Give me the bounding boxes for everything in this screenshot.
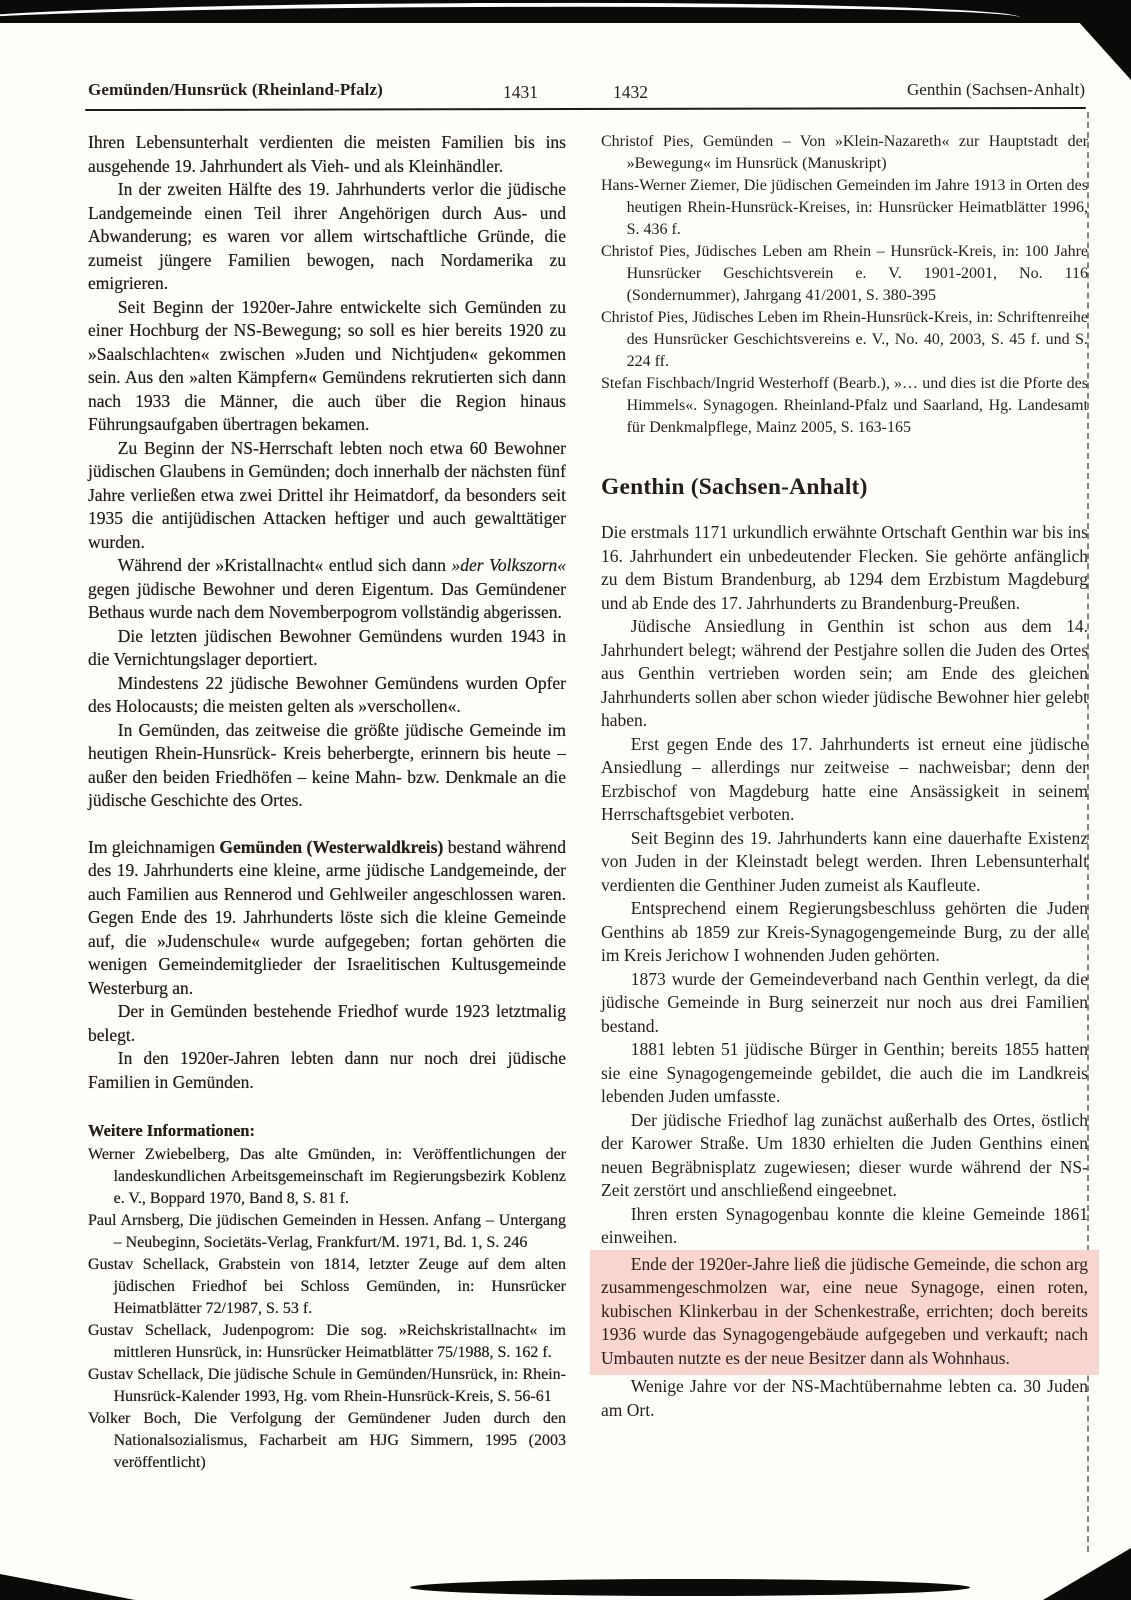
bibliography-entry: Hans-Werner Ziemer, Die jüdischen Gemeinden im Jahre 1913 in Orten des heutigen Rhein-Hunsrück-Kreises, in: Hunsrücker Heimatblätter 1996, S. 436 f. — [601, 177, 1088, 238]
paragraph: Ihren Lebensunterhalt verdienten die meisten Familien bis ins ausgehende 19. Jahrhundert als Vieh- und als Kleinhändler. — [88, 132, 566, 176]
bibliography-entry: Stefan Fischbach/Ingrid Westerhoff (Bearb.), »… und dies ist die Pforte des Himmels«. Synagogen. Rheinland-Pfalz und Saarland, Hg. Landesamt für Denkmalpflege, Mainz 2005, S. 163-165 — [601, 375, 1088, 436]
paragraph: Jüdische Ansiedlung in Genthin ist schon aus dem 14. Jahrhundert belegt; während der Pestjahre sollen die Juden des Ortes aus Genthin vertrieben worden sein; am Ende des gleichen Jahrhunderts sollen aber schon wieder jüdische Bewohner hier gelebt haben. — [601, 616, 1088, 730]
paragraph: Mindestens 22 jüdische Bewohner Gemündens wurden Opfer des Holocausts; die meisten gelten als »verschollen«. — [88, 672, 566, 716]
paragraph: Seit Beginn der 1920er-Jahre entwickelte sich Gemünden zu einer Hochburg der NS-Bewegung; so soll es hier bereits 1920 zu »Saalschlachten« zwischen »Juden und Nichtjuden« gekommen sein. Aus den »alten Kämpfern« Gemündens rekrutierten sich dann nach 1933 die Männer, die auch über die Region hinaus Führungsaufgaben übertragen bekamen. — [88, 296, 566, 434]
paragraph-gap — [88, 813, 566, 836]
left-text-column — [88, 131, 566, 1474]
paragraph: Wenige Jahre vor der NS-Machtübernahme lebten ca. 30 Juden am Ort. — [601, 1376, 1088, 1420]
paragraph: Ihren ersten Synagogenbau konnte die kleine Gemeinde 1861 einweihen. — [601, 1203, 1088, 1247]
bibliography-entry: Werner Zwiebelberg, Das alte Gmünden, in: Veröffentlichungen der landeskundlichen Arbeitsgemeinschaft im Regierungsbezirk Koblenz e. V., Boppard 1970, Band 8, S. 81 f. — [88, 1146, 566, 1207]
subsection-heading: Weitere Informationen: — [88, 1121, 255, 1140]
scan-edge-bottom — [410, 1579, 970, 1596]
page-number-right: 1432 — [613, 82, 648, 102]
bibliography-entry: Gustav Schellack, Grabstein von 1814, letzter Zeuge auf dem alten jüdischen Friedhof bei Schloss Gemünden, in: Hunsrücker Heimatblätter 72/1987, S. 53 f. — [88, 1256, 566, 1317]
bibliography-entry: Christof Pies, Gemünden – Von »Klein-Nazareth« zur Hauptstadt der »Bewegung« im Hunsrück (Manuskript) — [601, 133, 1088, 172]
scan-corner-bottom-left — [0, 1574, 135, 1600]
bibliography-entry: Paul Arnsberg, Die jüdischen Gemeinden in Hessen. Anfang – Untergang – Neubeginn, Societäts-Verlag, Frankfurt/M. 1971, Bd. 1, S. 246 — [88, 1212, 566, 1251]
scan-edge-top — [0, 0, 1131, 23]
paragraph: Seit Beginn des 19. Jahrhunderts kann eine dauerhafte Existenz von Juden in der Kleinstadt belegt werden. Ihren Lebensunterhalt verdienten die Genthiner Juden zumeist als Kaufleute. — [601, 827, 1088, 895]
paragraph: Erst gegen Ende des 17. Jahrhunderts ist erneut eine jüdische Ansiedlung – allerdings nur zeitweise – nachweisbar; denn der Erzbischof von Magdeburg hatte eine Ansässigkeit in seinem Herrschaftsgebiet verboten. — [601, 733, 1088, 824]
running-head-right: Genthin (Sachsen-Anhalt) — [907, 80, 1085, 99]
bibliography-entry: Gustav Schellack, Die jüdische Schule in Gemünden/Hunsrück, in: Rhein-Hunsrück-Kalender 1993, Hg. vom Rhein-Hunsrück-Kreis, S. 56-61 — [88, 1366, 566, 1405]
paragraph: Die letzten jüdischen Bewohner Gemündens wurden 1943 in die Vernichtungslager deportiert. — [88, 625, 566, 669]
header-rule — [85, 107, 1086, 111]
paragraph: In der zweiten Hälfte des 19. Jahrhunderts verlor die jüdische Landgemeinde einen Teil ihrer Angehörigen durch Aus- und Abwanderung; es waren vor allem wirtschaftliche Gründe, die zumeist jüngere Familien bewogen, nach Nordamerika zu emigrieren. — [88, 179, 566, 293]
paragraph: Entsprechend einem Regierungsbeschluss gehörten die Juden Genthins ab 1859 zur Kreis-Synagogengemeinde Burg, zu der alle im Kreis Jerichow I wohnenden Juden gehörten. — [601, 898, 1088, 965]
right-text-column — [601, 131, 1088, 1422]
running-head-left: Gemünden/Hunsrück (Rheinland-Pfalz) — [88, 80, 383, 99]
paragraph: In den 1920er-Jahren lebten dann nur noch drei jüdische Familien in Gemünden. — [88, 1048, 566, 1092]
paragraph: 1881 lebten 51 jüdische Bürger in Genthin; bereits 1855 hatten sie eine Synagogengemeinde gebildet, die auch die im Landkreis lebenden Juden umfasste. — [601, 1039, 1088, 1106]
paragraph: Während der »Kristallnacht« entlud sich dann »der Volkszorn« gegen jüdische Bewohner und deren Eigentum. Das Gemündener Bethaus wurde nach dem Novemberpogrom vollständig abgerissen. — [88, 555, 566, 622]
bibliography-entry: Christof Pies, Jüdisches Leben im Rhein-Hunsrück-Kreis, in: Schriftenreihe des Hunsrücker Geschichtsvereins e. V., No. 40, 2003, S. 45 f. und S. 224 ff. — [601, 309, 1088, 370]
paragraph: Der in Gemünden bestehende Friedhof wurde 1923 letztmalig belegt. — [88, 1001, 566, 1045]
bibliography-entry: Volker Boch, Die Verfolgung der Gemündener Juden durch den Nationalsozialismus, Facharbeit am HJG Simmern, 1995 (2003 veröffentlicht) — [88, 1410, 566, 1471]
paragraph: In Gemünden, das zeitweise die größte jüdische Gemeinde im heutigen Rhein-Hunsrück- Kreis beherbergte, erinnern bis heute – außer den beiden Friedhöfen – keine Mahn- bzw. Denkmale an die jüdische Geschichte des Ortes. — [88, 719, 566, 810]
page-number-left: 1431 — [503, 82, 538, 102]
bibliography-entry: Christof Pies, Jüdisches Leben am Rhein – Hunsrück-Kreis, in: 100 Jahre Hunsrücker Geschichtsverein e. V. 1901-2001, No. 116 (Sondernummer), Jahrgang 41/2001, S. 380-395 — [601, 243, 1088, 304]
paragraph: Der jüdische Friedhof lag zunächst außerhalb des Ortes, östlich der Karower Straße. Um 1830 erhielten die Juden Genthins einen neuen Begräbnisplatz zugewiesen; dieser wurde während der NS-Zeit zerstört und anschließend eingeebnet. — [601, 1109, 1088, 1200]
paragraph: Im gleichnamigen Gemünden (Westerwaldkreis) bestand während des 19. Jahrhunderts eine kleine, arme jüdische Landgemeinde, der auch Familien aus Rennerod und Gehlweiler angeschlossen waren. Gegen Ende des 19. Jahrhunderts löste sich die kleine Gemeinde auf, die »Judenschule« wurde aufgegeben; fortan gehörten die wenigen Gemeindemitglieder der Israelitischen Kultusgemeinde Westerburg an. — [88, 836, 566, 998]
scan-edge-top-curve — [0, 1, 1020, 40]
paragraph: Die erstmals 1171 urkundlich erwähnte Ortschaft Genthin war bis ins 16. Jahrhundert ein unbedeutender Flecken. Sie gehörte anfänglich zu dem Bistum Brandenburg, ab 1294 dem Erzbistum Magdeburg und ab Ende des 17. Jahrhunderts zu Brandenburg-Preußen. — [601, 522, 1088, 613]
scan-corner-bottom-right — [1043, 1548, 1131, 1600]
section-heading: Genthin (Sachsen-Anhalt) — [601, 474, 868, 500]
highlighted-paragraph: Ende der 1920er-Jahre ließ die jüdische Gemeinde, die schon arg zusammengeschmolzen war, eine neue Synagoge, einen roten, kubischen Klinkerbau in der Schenkestraße, errichten; doch bereits 1936 wurde das Synagogengebäude aufgegeben und verkauft; nach Umbauten nutzte es der neue Besitzer dann als Wohnhaus. — [590, 1250, 1099, 1376]
paragraph: 1873 wurde der Gemeindeverband nach Genthin verlegt, da die jüdische Gemeinde in Burg seinerzeit nur noch aus drei Familien bestand. — [601, 968, 1088, 1036]
scan-corner-top-right — [1059, 0, 1131, 80]
paragraph: Zu Beginn der NS-Herrschaft lebten noch etwa 60 Bewohner jüdischen Glaubens in Gemünden; doch innerhalb der nächsten fünf Jahre verließen etwa zwei Drittel ihr Heimatdorf, da besonders seit 1935 die antijüdischen Attacken heftiger und auch gewalttätiger wurden. — [88, 437, 566, 552]
bibliography-entry: Gustav Schellack, Judenpogrom: Die sog. »Reichskristallnacht« im mittleren Hunsrück, in: Hunsrücker Heimatblätter 75/1988, S. 162 f. — [88, 1322, 566, 1361]
